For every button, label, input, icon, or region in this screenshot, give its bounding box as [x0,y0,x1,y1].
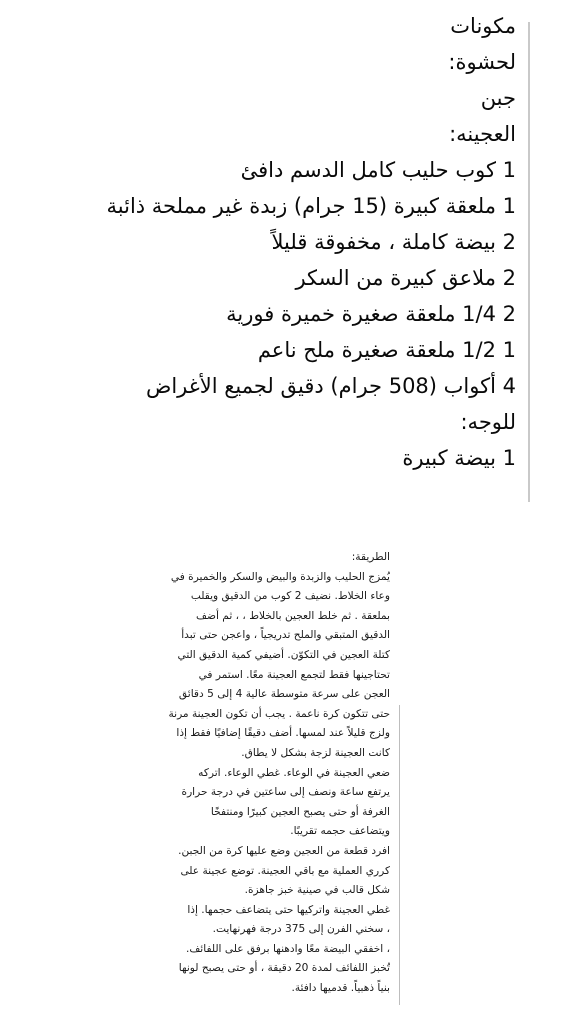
method-line: ، سخني الفرن إلى 375 درجة فهرنهايت. [212,923,390,936]
method-line: كرري العملية مع باقي العجينة. توضع عجينة على [180,864,390,877]
method-margin-rule [399,705,400,1005]
heading-dough: العجينه: [449,122,516,146]
method-line: ، اخفقي البيضة معًا وادهنها برفق على اللفائف. [185,942,390,955]
method-line: الغرفة أو حتى يصبح العجين كبيرًا ومنتفخًا [210,805,390,818]
method-line: بملعقة . ثم خلط العجين بالخلاط ، ، ثم أضف [196,609,390,622]
heading-ingredients: مكونات [450,14,516,38]
method-line: شكل قالب في صينية خبز جاهزة. [244,884,390,897]
method-section [150,548,390,999]
ingredient-item: 1 بيضة كبيرة [402,446,516,470]
method-line: تحتاجينها فقط لتجمع العجينة معًا. استمر في [198,668,390,681]
margin-rule [528,22,530,502]
method-line: كتلة العجين في التكوّن. أضيفي كمية الدقيق التي [177,648,390,661]
method-line: كانت العجينة لزجة بشكل لا يطاق. [241,746,390,759]
method-line: افرد قطعة من العجين وضع عليها كرة من الجبن. [178,844,390,857]
method-line: تُخبز اللفائف لمدة 20 دقيقة ، أو حتى يصبح لونها [178,962,390,975]
method-heading: الطريقة: [351,551,390,563]
ingredients-section [40,8,516,476]
ingredient-item: 2 1/4 ملعقة صغيرة خميرة فورية [226,302,516,326]
ingredient-item: 1 كوب حليب كامل الدسم دافئ [240,158,516,182]
method-line: العجن على سرعة متوسطة عالية 4 إلى 5 دقائق [178,688,390,701]
ingredient-item: 2 بيضة كاملة ، مخفوقة قليلاً [271,230,516,254]
method-line: ضعي العجينة في الوعاء. غطي الوعاء. اتركه [198,766,390,779]
ingredient-item: 1 1/2 ملعقة صغيرة ملح ناعم [257,338,516,362]
ingredient-item: جبن [480,86,516,110]
heading-filling: لحشوة: [448,50,516,74]
method-line: ويتضاعف حجمه تقريبًا. [290,825,390,838]
method-line: ولزج قليلاً عند لمسها. أضف دقيقًا إضافيًا فقط إذا [176,727,390,740]
ingredient-item: 4 أكواب (508 جرام) دقيق لجميع الأغراض [145,374,516,398]
method-line: بنياً ذهبياً. قدميها دافئة. [291,982,390,995]
method-line: غطي العجينة واتركيها حتى يتضاعف حجمها. إذا [187,903,390,916]
method-line: يُمزج الحليب والزبدة والبيض والسكر والخميرة في [170,570,390,583]
method-line: وعاء الخلاط. نضيف 2 كوب من الدقيق ويقلب [190,590,390,603]
method-line: الدقيق المتبقي والملح تدريجياً ، واعجن حتى تبدأ [181,629,390,642]
ingredient-item: 1 ملعقة كبيرة (15 جرام) زبدة غير مملحة ذائبة [106,194,516,218]
method-line: يرتفع ساعة ونصف إلى ساعتين في درجة حرارة [181,786,390,799]
method-line: حتى تتكون كرة ناعمة . يجب أن تكون العجينة مرنة [168,707,390,720]
ingredient-item: 2 ملاعق كبيرة من السكر [295,266,516,290]
heading-topping: للوجه: [460,410,516,434]
